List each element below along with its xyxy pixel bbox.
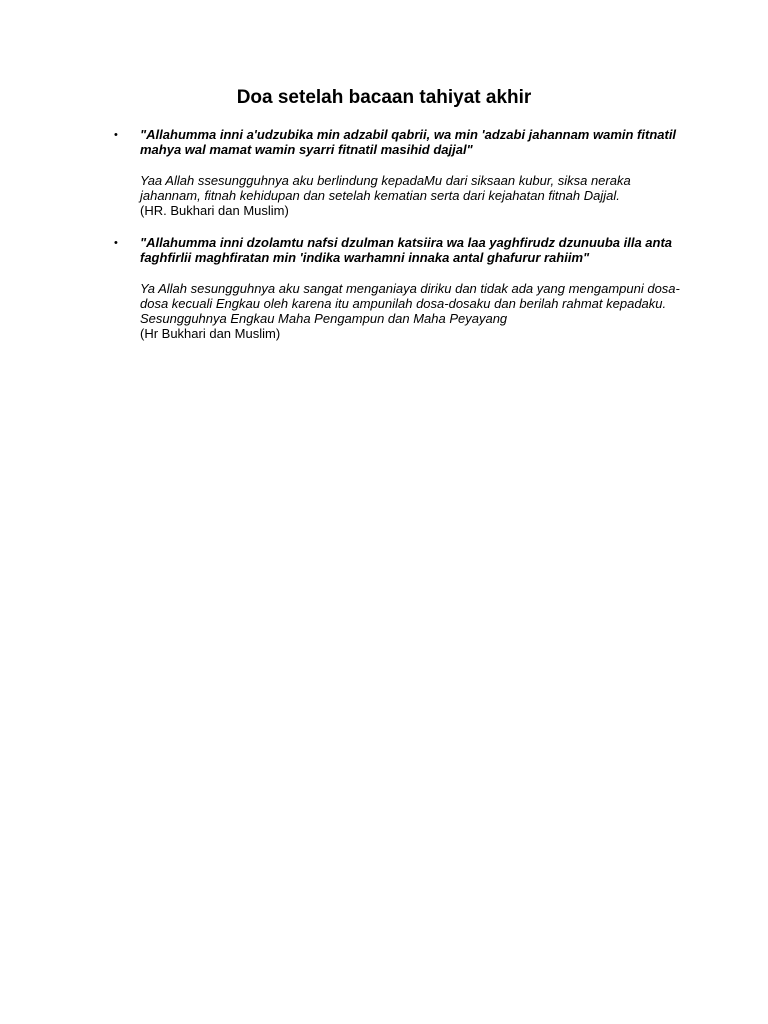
prayer-list (0, 127, 768, 358)
prayer-translation: Ya Allah sesungguhnya aku sangat menganiaya diriku dan tidak ada yang mengampuni dosa-dosa kecuali Engkau oleh karena itu ampunilah dosa-dosaku dan berilah rahmat kepadaku. Sesungguhnya Engkau Maha Pengampun dan Maha Peyayang (140, 281, 680, 326)
bullet-icon: • (114, 237, 118, 249)
bullet-icon: • (114, 129, 118, 141)
list-item (0, 235, 680, 341)
prayer-transliteration: "Allahumma inni dzolamtu nafsi dzulman katsiira wa laa yaghfirudz dzunuuba illa anta faghfirlii maghfiratan min 'indika warhamni innaka antal ghafurur rahiim" (140, 235, 673, 265)
prayer-translation: Yaa Allah ssesungguhnya aku berlindung kepadaMu dari siksaan kubur, siksa neraka jahannam, fitnah kehidupan dan setelah kematian serta dari kejahatan fitnah Dajjal. (140, 173, 631, 203)
prayer-source: (HR. Bukhari dan Muslim) (140, 203, 289, 218)
list-item (0, 127, 680, 218)
page-title: Doa setelah bacaan tahiyat akhir (236, 87, 532, 108)
prayer-source: (Hr Bukhari dan Muslim) (140, 326, 281, 341)
prayer-transliteration: "Allahumma inni a'udzubika min adzabil qabrii, wa min 'adzabi jahannam wamin fitnatil mahya wal mamat wamin syarri fitnatil masihid dajjal" (140, 127, 677, 157)
